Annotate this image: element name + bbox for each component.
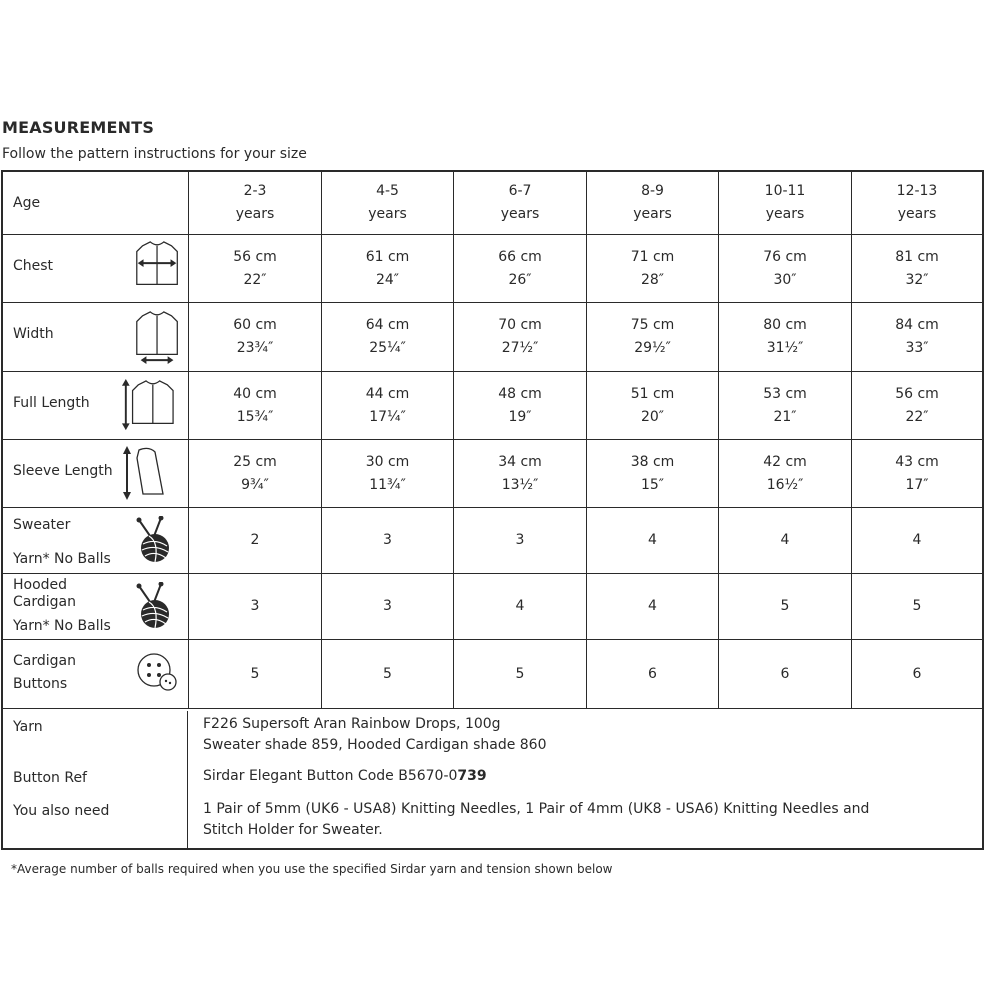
row-label-cell bbox=[3, 440, 188, 507]
metric-value: 53 cm bbox=[763, 385, 807, 402]
chest-width-icon bbox=[131, 237, 185, 301]
buttons-icon bbox=[135, 650, 179, 698]
count-value: 4 bbox=[780, 532, 790, 548]
row-label: Buttons bbox=[13, 676, 68, 692]
value-cell bbox=[718, 640, 851, 708]
value-cell bbox=[188, 372, 321, 439]
count-value: 4 bbox=[912, 532, 922, 548]
value-cell bbox=[321, 640, 453, 708]
size-range: 6-7 bbox=[508, 183, 532, 199]
value-cell bbox=[321, 574, 453, 639]
full-length-icon bbox=[121, 376, 175, 440]
also-need-text: 1 Pair of 5mm (UK6 - USA8) Knitting Needles, 1 Pair of 4mm (UK8 - USA6) Knitting Needles and Stitch Holder for Sweater. bbox=[203, 801, 870, 838]
value-cell bbox=[718, 440, 851, 507]
value-cell bbox=[453, 574, 586, 639]
size-header-cell bbox=[453, 172, 586, 234]
size-unit: years bbox=[500, 206, 540, 222]
row-label-cell bbox=[3, 508, 188, 573]
value-cell bbox=[851, 640, 982, 708]
row-label-cell bbox=[3, 640, 188, 708]
value-cell bbox=[586, 508, 718, 573]
page-subtitle: Follow the pattern instructions for your size bbox=[2, 146, 307, 162]
count-value: 3 bbox=[383, 598, 392, 614]
value-cell bbox=[188, 640, 321, 708]
count-value: 3 bbox=[383, 532, 392, 548]
row-label: Hooded bbox=[13, 577, 68, 593]
value-cell bbox=[453, 303, 586, 371]
button-code-prefix: Sirdar Elegant Button Code B5670-0 bbox=[203, 768, 458, 784]
value-cell bbox=[453, 372, 586, 439]
imperial-value: 19″ bbox=[508, 408, 532, 425]
count-value: 2 bbox=[250, 532, 260, 548]
value-cell bbox=[453, 440, 586, 507]
yarn-label: Yarn bbox=[13, 719, 43, 735]
imperial-value: 28″ bbox=[640, 271, 665, 288]
metric-value: 70 cm bbox=[498, 317, 542, 333]
button-ref-label: Button Ref bbox=[13, 770, 87, 786]
metric-value: 61 cm bbox=[365, 248, 410, 265]
size-unit: years bbox=[368, 206, 407, 222]
also-need-label: You also need bbox=[13, 803, 110, 819]
count-value: 5 bbox=[912, 598, 922, 614]
metric-value: 64 cm bbox=[365, 317, 410, 333]
size-range: 12-13 bbox=[896, 183, 938, 199]
metric-value: 81 cm bbox=[895, 248, 939, 265]
metric-value: 40 cm bbox=[233, 385, 277, 402]
value-cell bbox=[321, 303, 453, 371]
metric-value: 76 cm bbox=[763, 248, 807, 265]
footnote: *Average number of balls required when you use the specified Sirdar yarn and tension shown below bbox=[11, 862, 613, 876]
imperial-value: 23¾″ bbox=[236, 340, 274, 356]
row-label: Yarn* No Balls bbox=[13, 618, 111, 634]
page-title: MEASUREMENTS bbox=[2, 118, 155, 137]
size-unit: years bbox=[633, 206, 672, 222]
row-label: Sleeve Length bbox=[13, 463, 113, 479]
metric-value: 42 cm bbox=[763, 453, 807, 470]
row-label: Yarn* No Balls bbox=[13, 551, 111, 567]
hem-width-icon bbox=[131, 307, 185, 371]
metric-value: 80 cm bbox=[763, 317, 807, 333]
value-cell bbox=[321, 508, 453, 573]
imperial-value: 25¼″ bbox=[369, 340, 406, 356]
imperial-value: 21″ bbox=[773, 408, 797, 425]
size-header-cell bbox=[321, 172, 453, 234]
table-row bbox=[3, 372, 982, 440]
imperial-value: 33″ bbox=[905, 340, 929, 356]
row-label-cell bbox=[3, 372, 188, 439]
metric-value: 34 cm bbox=[498, 453, 542, 470]
count-value: 5 bbox=[383, 665, 392, 682]
age-label: Age bbox=[13, 195, 41, 211]
imperial-value: 9¾″ bbox=[241, 476, 269, 493]
row-label: Sweater bbox=[13, 517, 71, 533]
count-value: 5 bbox=[780, 598, 790, 614]
yarn-ball-icon bbox=[133, 582, 177, 636]
size-header-cell bbox=[718, 172, 851, 234]
imperial-value: 17¼″ bbox=[369, 408, 406, 425]
value-cell bbox=[851, 303, 982, 371]
sleeve-length-icon bbox=[119, 444, 173, 508]
metric-value: 25 cm bbox=[233, 453, 277, 470]
value-cell bbox=[188, 235, 321, 302]
table-row bbox=[3, 508, 982, 574]
count-value: 5 bbox=[250, 665, 260, 682]
row-label: Width bbox=[13, 326, 54, 342]
imperial-value: 17″ bbox=[905, 476, 929, 493]
metric-value: 66 cm bbox=[498, 248, 542, 265]
table-row bbox=[3, 440, 982, 508]
size-unit: years bbox=[765, 206, 805, 222]
row-label: Cardigan bbox=[13, 594, 76, 610]
value-cell bbox=[321, 372, 453, 439]
value-cell bbox=[321, 440, 453, 507]
value-cell bbox=[586, 640, 718, 708]
imperial-value: 15″ bbox=[640, 476, 665, 493]
imperial-value: 31½″ bbox=[766, 340, 804, 356]
size-header-cell bbox=[851, 172, 982, 234]
metric-value: 51 cm bbox=[630, 385, 675, 402]
yarn-text: F226 Supersoft Aran Rainbow Drops, 100g Sweater shade 859, Hooded Cardigan shade 860 bbox=[203, 716, 547, 753]
count-value: 3 bbox=[250, 598, 260, 614]
table-row bbox=[3, 235, 982, 303]
count-value: 4 bbox=[648, 598, 657, 614]
table-row bbox=[3, 640, 982, 709]
column-divider bbox=[187, 711, 188, 848]
value-cell bbox=[718, 303, 851, 371]
imperial-value: 27½″ bbox=[501, 340, 539, 356]
value-cell bbox=[718, 372, 851, 439]
size-range: 4-5 bbox=[376, 183, 399, 199]
imperial-value: 29½″ bbox=[634, 340, 671, 356]
metric-value: 71 cm bbox=[630, 248, 675, 265]
value-cell bbox=[586, 235, 718, 302]
size-range: 8-9 bbox=[641, 183, 664, 199]
row-label: Chest bbox=[13, 258, 54, 274]
button-ref-text bbox=[203, 766, 487, 787]
value-cell bbox=[586, 440, 718, 507]
metric-value: 30 cm bbox=[365, 453, 410, 470]
row-label-cell bbox=[3, 172, 188, 234]
value-cell bbox=[188, 440, 321, 507]
value-cell bbox=[851, 574, 982, 639]
imperial-value: 22″ bbox=[243, 271, 267, 288]
row-label-cell bbox=[3, 303, 188, 371]
value-cell bbox=[718, 235, 851, 302]
metric-value: 60 cm bbox=[233, 317, 277, 333]
count-value: 6 bbox=[780, 665, 790, 682]
value-cell bbox=[718, 574, 851, 639]
imperial-value: 15¾″ bbox=[236, 408, 274, 425]
header-row bbox=[3, 172, 982, 235]
row-label: Full Length bbox=[13, 395, 90, 411]
value-cell bbox=[586, 303, 718, 371]
size-range: 10-11 bbox=[764, 183, 806, 199]
value-cell bbox=[586, 574, 718, 639]
size-unit: years bbox=[897, 206, 937, 222]
count-value: 3 bbox=[515, 532, 525, 548]
count-value: 4 bbox=[648, 532, 657, 548]
value-cell bbox=[851, 440, 982, 507]
size-header-cell bbox=[188, 172, 321, 234]
table-row bbox=[3, 574, 982, 640]
size-unit: years bbox=[235, 206, 275, 222]
value-cell bbox=[718, 508, 851, 573]
count-value: 5 bbox=[515, 665, 525, 682]
count-value: 6 bbox=[648, 665, 657, 682]
value-cell bbox=[321, 235, 453, 302]
metric-value: 38 cm bbox=[630, 453, 675, 470]
value-cell bbox=[188, 303, 321, 371]
metric-value: 84 cm bbox=[895, 317, 939, 333]
materials-section bbox=[3, 711, 982, 848]
metric-value: 44 cm bbox=[365, 385, 410, 402]
measurements-table bbox=[1, 170, 984, 850]
imperial-value: 22″ bbox=[905, 408, 929, 425]
size-range: 2-3 bbox=[243, 183, 267, 199]
metric-value: 75 cm bbox=[630, 317, 675, 333]
value-cell bbox=[851, 372, 982, 439]
size-header-cell bbox=[586, 172, 718, 234]
row-label: Cardigan bbox=[13, 653, 76, 669]
value-cell bbox=[851, 508, 982, 573]
button-code-suffix: 739 bbox=[457, 768, 487, 784]
value-cell bbox=[586, 372, 718, 439]
imperial-value: 26″ bbox=[508, 271, 532, 288]
count-value: 6 bbox=[912, 665, 922, 682]
value-cell bbox=[188, 574, 321, 639]
imperial-value: 24″ bbox=[375, 271, 400, 288]
row-label-cell bbox=[3, 574, 188, 639]
value-cell bbox=[453, 235, 586, 302]
metric-value: 43 cm bbox=[895, 453, 939, 470]
metric-value: 48 cm bbox=[498, 385, 542, 402]
imperial-value: 32″ bbox=[905, 271, 929, 288]
imperial-value: 30″ bbox=[773, 271, 797, 288]
yarn-ball-icon bbox=[133, 516, 177, 570]
value-cell bbox=[453, 508, 586, 573]
imperial-value: 20″ bbox=[640, 408, 665, 425]
value-cell bbox=[851, 235, 982, 302]
value-cell bbox=[188, 508, 321, 573]
count-value: 4 bbox=[515, 598, 525, 614]
metric-value: 56 cm bbox=[233, 248, 277, 265]
imperial-value: 16½″ bbox=[766, 476, 804, 493]
table-row bbox=[3, 303, 982, 372]
row-label-cell bbox=[3, 235, 188, 302]
value-cell bbox=[453, 640, 586, 708]
imperial-value: 13½″ bbox=[501, 476, 539, 493]
imperial-value: 11¾″ bbox=[369, 476, 406, 493]
metric-value: 56 cm bbox=[895, 385, 939, 402]
